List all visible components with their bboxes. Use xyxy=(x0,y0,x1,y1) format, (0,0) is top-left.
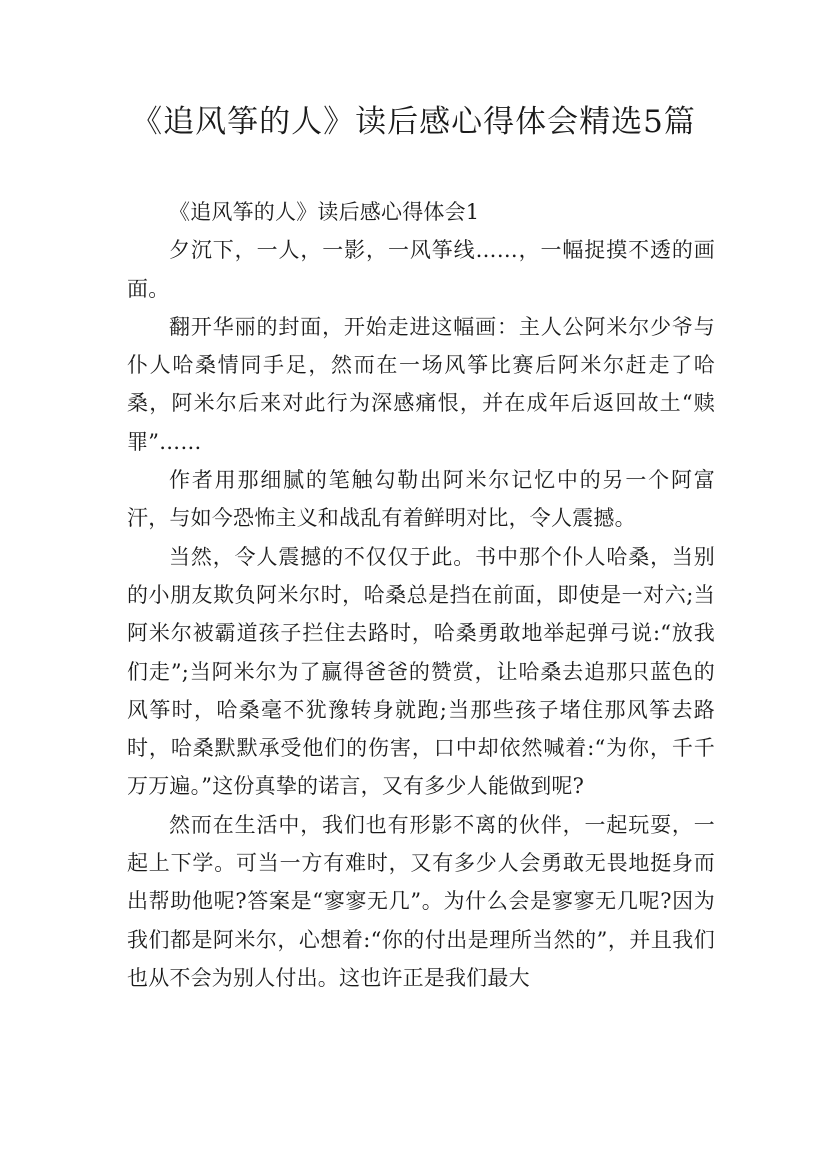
paragraph: 作者用那细腻的笔触勾勒出阿米尔记忆中的另一个阿富汗，与如今恐怖主义和战乱有着鲜明对比，令人震撼。 xyxy=(127,468,715,531)
paragraph: 当然，令人震撼的不仅仅于此。书中那个仆人哈桑，当别的小朋友欺负阿米尔时，哈桑总是挡在前面，即使是一对六;当阿米尔被霸道孩子拦住去路时，哈桑勇敢地举起弹弓说:“放我们走”;当阿米尔为了赢得爸爸的赞赏，让哈桑去追那只蓝色的风筝时，哈桑毫不犹豫转身就跑;当那些孩子堵住那风筝去路时，哈桑默默承受他们的伤害，口中却依然喊着:“为你，千千万万遍。”这份真挚的诺言，又有多少人能做到呢? xyxy=(127,544,715,799)
document-body xyxy=(127,193,715,997)
paragraph: 翻开华丽的封面，开始走进这幅画：主人公阿米尔少爷与仆人哈桑情同手足，然而在一场风筝比赛后阿米尔赶走了哈桑，阿米尔后来对此行为深感痛恨，并在成年后返回故土“赎罪”…… xyxy=(127,314,715,454)
paragraph: 夕沉下，一人，一影，一风筝线……，一幅捉摸不透的画面。 xyxy=(127,238,715,301)
paragraph: 然而在生活中，我们也有形影不离的伙伴，一起玩耍，一起上下学。可当一方有难时，又有多少人会勇敢无畏地挺身而出帮助他呢?答案是“寥寥无几”。为什么会是寥寥无几呢?因为我们都是阿米尔，心想着:“你的付出是理所当然的”，并且我们也从不会为别人付出。这也许正是我们最大 xyxy=(127,812,715,990)
document-title: 《追风筝的人》读后感心得体会精选5篇 xyxy=(131,104,696,140)
section-heading: 《追风筝的人》读后感心得体会1 xyxy=(169,200,480,224)
